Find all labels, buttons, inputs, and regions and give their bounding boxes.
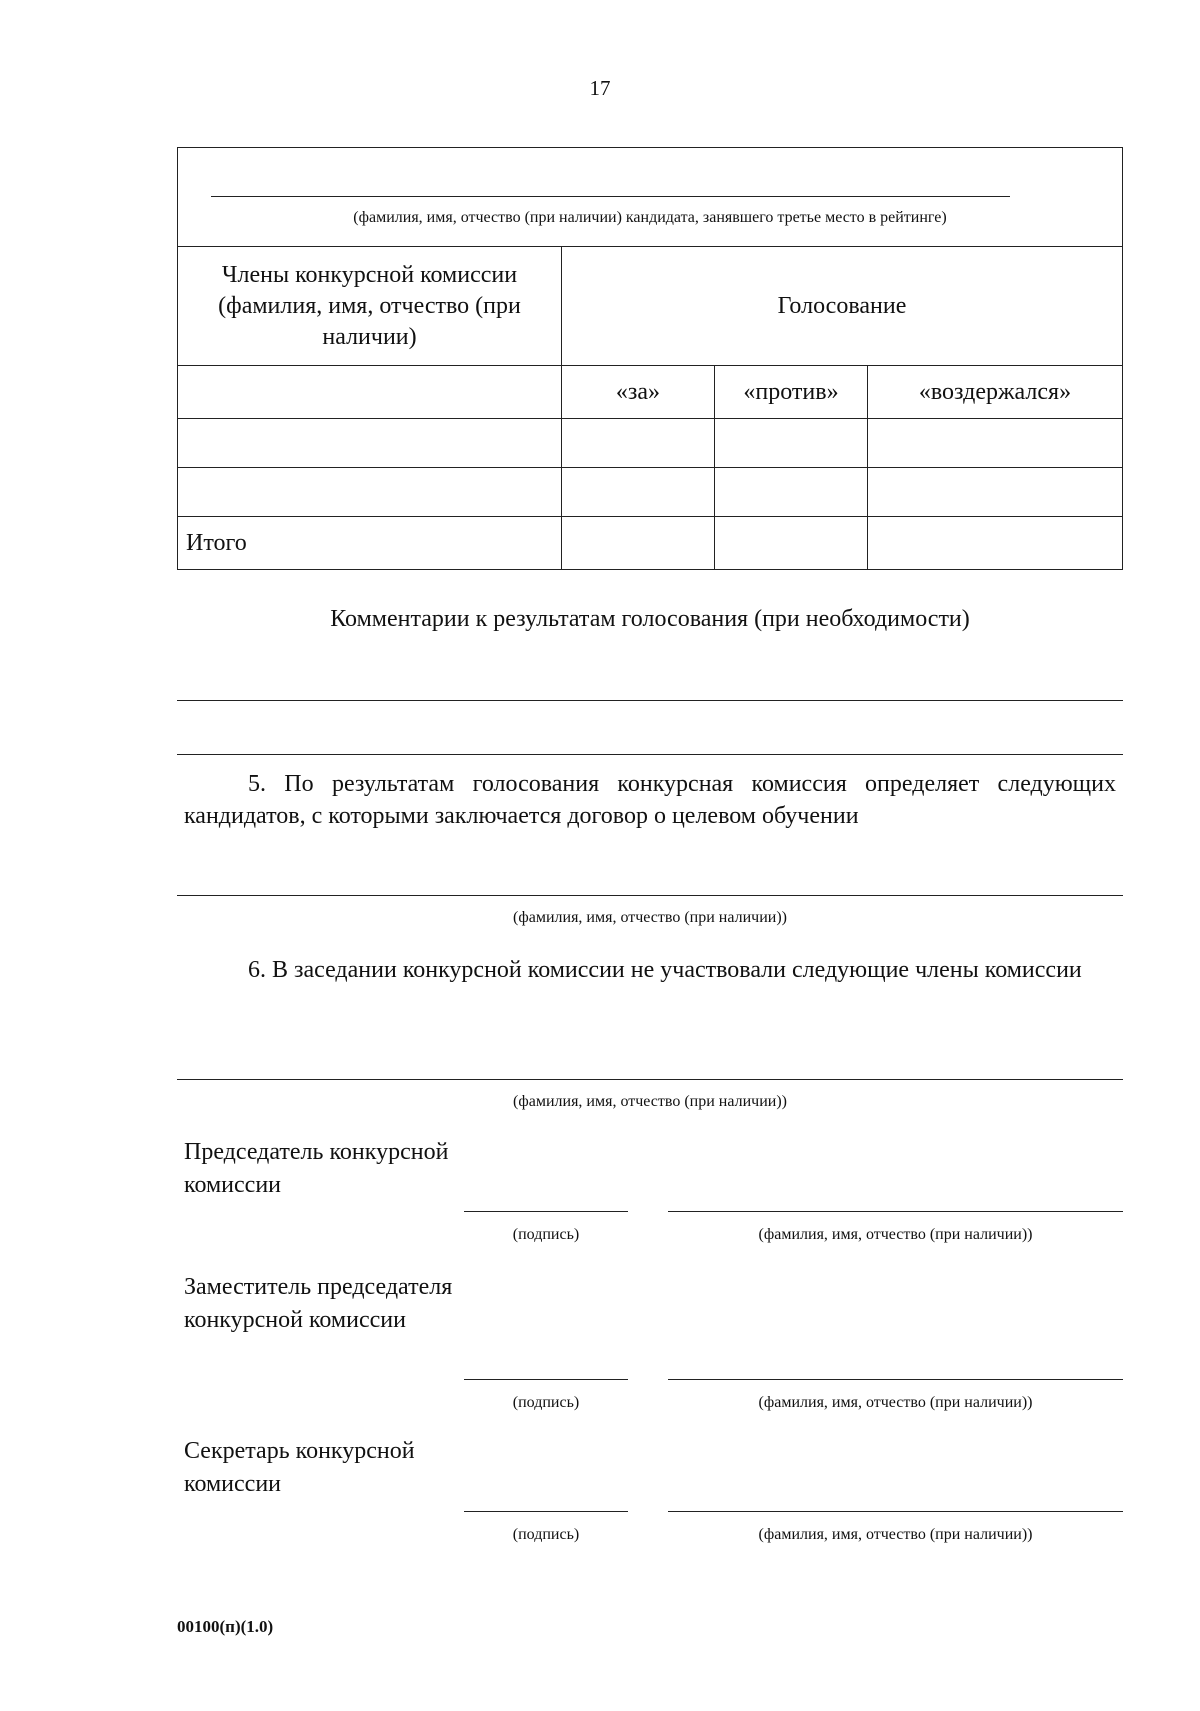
- deputy-name-caption: (фамилия, имя, отчество (при наличии)): [758, 1394, 1033, 1411]
- table-cell: [868, 419, 1123, 468]
- table-cell: [562, 468, 715, 517]
- members-subheader-empty: [178, 366, 562, 419]
- comments-title: Комментарии к результатам голосования (при необходимости): [330, 606, 970, 632]
- comment-line-1: [177, 700, 1123, 701]
- table-row: [178, 419, 1123, 468]
- table-row: [178, 468, 1123, 517]
- total-label: Итого: [178, 517, 562, 570]
- candidate-cell: [178, 148, 1123, 247]
- chairman-name-caption: (фамилия, имя, отчество (при наличии)): [758, 1226, 1033, 1243]
- comment-line-2: [177, 754, 1123, 755]
- chairman-label: Председатель конкурсной комиссии: [184, 1139, 449, 1198]
- table-cell: [178, 468, 562, 517]
- chairman-signature-line: [464, 1211, 628, 1212]
- section-5-line: [177, 895, 1123, 896]
- total-row: [178, 517, 1123, 570]
- section-6-text: 6. В заседании конкурсной комиссии не участвовали следующие члены комиссии: [248, 957, 1082, 983]
- column-for: «за»: [562, 366, 715, 419]
- voting-header: Голосование: [562, 247, 1123, 366]
- members-header: Члены конкурсной комиссии (фамилия, имя, отчество (при наличии): [178, 247, 562, 366]
- column-against: «против»: [715, 366, 868, 419]
- secretary-label: Секретарь конкурсной комиссии: [184, 1438, 415, 1497]
- column-abstained: «воздержался»: [868, 366, 1123, 419]
- table-cell: [178, 419, 562, 468]
- chairman-signature-caption: (подпись): [512, 1226, 580, 1243]
- table-cell: [562, 419, 715, 468]
- table-cell: [715, 468, 868, 517]
- candidate-caption: (фамилия, имя, отчество (при наличии) кандидата, занявшего третье место в рейтинге): [353, 209, 947, 226]
- table-cell: [868, 517, 1123, 570]
- table-cell: [715, 517, 868, 570]
- section-5-caption: (фамилия, имя, отчество (при наличии)): [513, 909, 787, 926]
- section-6-caption: (фамилия, имя, отчество (при наличии)): [513, 1093, 787, 1110]
- deputy-signature-line: [464, 1379, 628, 1380]
- deputy-chairman-label: Заместитель председателя конкурсной комиссии: [184, 1274, 453, 1333]
- secretary-name-caption: (фамилия, имя, отчество (при наличии)): [758, 1526, 1033, 1543]
- secretary-signature-line: [464, 1511, 628, 1512]
- page-number: 17: [589, 76, 611, 100]
- table-cell: [562, 517, 715, 570]
- candidate-fill-line: [211, 196, 1010, 197]
- deputy-name-line: [668, 1379, 1123, 1380]
- section-6-line: [177, 1079, 1123, 1080]
- section-5-text: 5. По результатам голосования конкурсная комиссия определяет следующих кандидатов, с которыми заключается договор о целевом обучении: [184, 771, 1116, 829]
- table-cell: [715, 419, 868, 468]
- secretary-signature-caption: (подпись): [512, 1526, 580, 1543]
- vote-table: [177, 147, 1123, 570]
- footer-code: 00100(п)(1.0): [177, 1617, 274, 1636]
- secretary-name-line: [668, 1511, 1123, 1512]
- table-cell: [868, 468, 1123, 517]
- chairman-name-line: [668, 1211, 1123, 1212]
- deputy-signature-caption: (подпись): [512, 1394, 580, 1411]
